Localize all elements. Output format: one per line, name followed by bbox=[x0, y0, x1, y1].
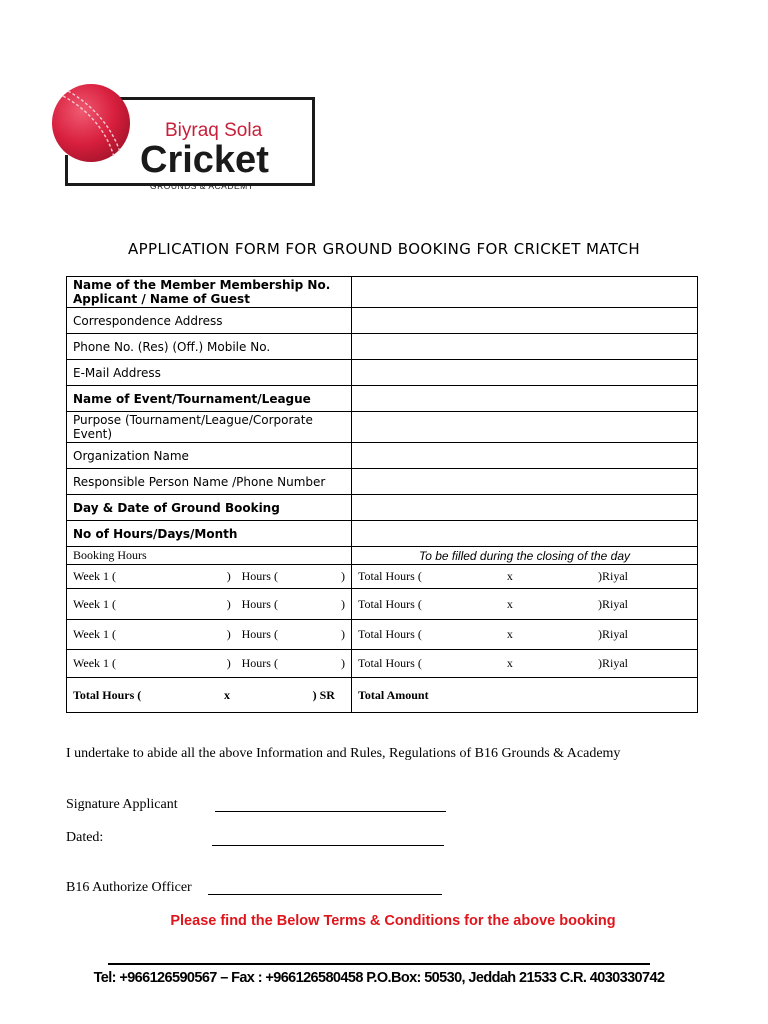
week-total-cell[interactable] bbox=[352, 589, 698, 620]
logo bbox=[50, 80, 325, 195]
correspondence-field[interactable] bbox=[352, 308, 698, 334]
total-amount-label: Total Amount bbox=[358, 687, 429, 702]
table-row bbox=[67, 521, 698, 547]
table-row bbox=[67, 495, 698, 521]
week-close: ) bbox=[226, 627, 231, 641]
riyal-label: )Riyal bbox=[597, 569, 628, 583]
total-amount-cell[interactable] bbox=[352, 678, 698, 713]
week-close: ) bbox=[226, 569, 231, 583]
week-cell[interactable] bbox=[67, 565, 352, 589]
purpose-label: Purpose (Tournament/League/Corporate Event) bbox=[67, 412, 352, 443]
purpose-field[interactable] bbox=[352, 412, 698, 443]
multiply-sign: x bbox=[506, 656, 513, 670]
dated-label: Dated: bbox=[66, 830, 104, 845]
day-date-field[interactable] bbox=[352, 495, 698, 521]
event-name-label: Name of Event/Tournament/League bbox=[67, 386, 352, 412]
email-field[interactable] bbox=[352, 360, 698, 386]
hours-close: ) bbox=[341, 596, 345, 611]
grand-total-hours-cell[interactable] bbox=[67, 678, 352, 713]
day-date-label: Day & Date of Ground Booking bbox=[67, 495, 352, 521]
booking-form-table bbox=[66, 276, 698, 713]
officer-label: B16 Authorize Officer bbox=[66, 880, 192, 895]
dated-line[interactable] bbox=[212, 845, 444, 846]
riyal-label: )Riyal bbox=[597, 656, 628, 670]
table-row bbox=[67, 620, 698, 650]
table-row bbox=[67, 386, 698, 412]
signature-line[interactable] bbox=[215, 811, 446, 812]
signature-label: Signature Applicant bbox=[66, 797, 178, 812]
sr-label: ) SR bbox=[312, 687, 335, 702]
table-row bbox=[67, 443, 698, 469]
multiply-sign: x bbox=[506, 569, 513, 583]
hours-label: Hours ( bbox=[241, 627, 278, 641]
multiply-sign: x bbox=[506, 596, 513, 611]
logo-tagline: GROUNDS & ACADEMY bbox=[150, 181, 254, 191]
hours-label: Hours ( bbox=[241, 596, 278, 611]
riyal-label: )Riyal bbox=[597, 627, 628, 641]
hours-close: ) bbox=[341, 569, 345, 583]
closing-note: To be filled during the closing of the day bbox=[352, 547, 698, 565]
grand-total-hours-label: Total Hours ( bbox=[73, 687, 142, 702]
week-cell[interactable] bbox=[67, 589, 352, 620]
organization-field[interactable] bbox=[352, 443, 698, 469]
table-row bbox=[67, 277, 698, 308]
footer-contact: Tel: +966126590567 – Fax : +966126580458 P.O.Box: 50530, Jeddah 21533 C.R. 4030330742 bbox=[93, 970, 665, 986]
table-row bbox=[67, 565, 698, 589]
hours-days-label: No of Hours/Days/Month bbox=[67, 521, 352, 547]
officer-signature-line[interactable] bbox=[208, 894, 442, 895]
member-name-label bbox=[67, 277, 352, 308]
week-label: Week 1 ( bbox=[73, 596, 117, 611]
logo-wordmark: Cricket bbox=[140, 139, 269, 181]
table-row bbox=[67, 308, 698, 334]
responsible-field[interactable] bbox=[352, 469, 698, 495]
hours-close: ) bbox=[341, 656, 345, 670]
multiply-sign: x bbox=[506, 627, 513, 641]
hours-days-field[interactable] bbox=[352, 521, 698, 547]
table-row bbox=[67, 412, 698, 443]
total-hours-label: Total Hours ( bbox=[358, 627, 422, 641]
organization-label: Organization Name bbox=[67, 443, 352, 469]
table-row bbox=[67, 547, 698, 565]
phone-label: Phone No. (Res) (Off.) Mobile No. bbox=[67, 334, 352, 360]
phone-field[interactable] bbox=[352, 334, 698, 360]
hours-close: ) bbox=[341, 627, 345, 641]
riyal-label: )Riyal bbox=[597, 596, 628, 611]
booking-hours-label: Booking Hours bbox=[67, 547, 352, 565]
terms-notice: Please find the Below Terms & Conditions for the above booking bbox=[170, 913, 616, 929]
week-label: Week 1 ( bbox=[73, 627, 117, 641]
member-name-field[interactable] bbox=[352, 277, 698, 308]
table-row bbox=[67, 469, 698, 495]
hours-label: Hours ( bbox=[241, 569, 278, 583]
week-total-cell[interactable] bbox=[352, 565, 698, 589]
grand-multiply-sign: x bbox=[223, 687, 230, 702]
total-hours-label: Total Hours ( bbox=[358, 569, 422, 583]
week-label: Week 1 ( bbox=[73, 569, 117, 583]
week-close: ) bbox=[226, 656, 231, 670]
week-label: Week 1 ( bbox=[73, 656, 117, 670]
table-row bbox=[67, 589, 698, 620]
week-cell[interactable] bbox=[67, 620, 352, 650]
event-name-field[interactable] bbox=[352, 386, 698, 412]
total-hours-label: Total Hours ( bbox=[358, 656, 422, 670]
correspondence-label: Correspondence Address bbox=[67, 308, 352, 334]
member-name-label-line2: Applicant / Name of Guest bbox=[73, 292, 250, 306]
email-label: E-Mail Address bbox=[67, 360, 352, 386]
table-row bbox=[67, 360, 698, 386]
form-title: APPLICATION FORM FOR GROUND BOOKING FOR CRICKET MATCH bbox=[127, 240, 641, 258]
week-total-cell[interactable] bbox=[352, 650, 698, 678]
table-row bbox=[67, 678, 698, 713]
cricket-ball-icon bbox=[50, 82, 132, 164]
week-cell[interactable] bbox=[67, 650, 352, 678]
total-hours-label: Total Hours ( bbox=[358, 596, 422, 611]
undertaking-text: I undertake to abide all the above Information and Rules, Regulations of B16 Grounds & Academy bbox=[66, 746, 621, 761]
footer-divider bbox=[108, 963, 650, 965]
logo-brand-name: Biyraq Sola bbox=[165, 120, 263, 141]
week-close: ) bbox=[226, 596, 231, 611]
hours-label: Hours ( bbox=[241, 656, 278, 670]
table-row bbox=[67, 334, 698, 360]
responsible-label: Responsible Person Name /Phone Number bbox=[67, 469, 352, 495]
table-row bbox=[67, 650, 698, 678]
week-total-cell[interactable] bbox=[352, 620, 698, 650]
member-name-label-line1: Name of the Member Membership No. bbox=[73, 278, 331, 292]
